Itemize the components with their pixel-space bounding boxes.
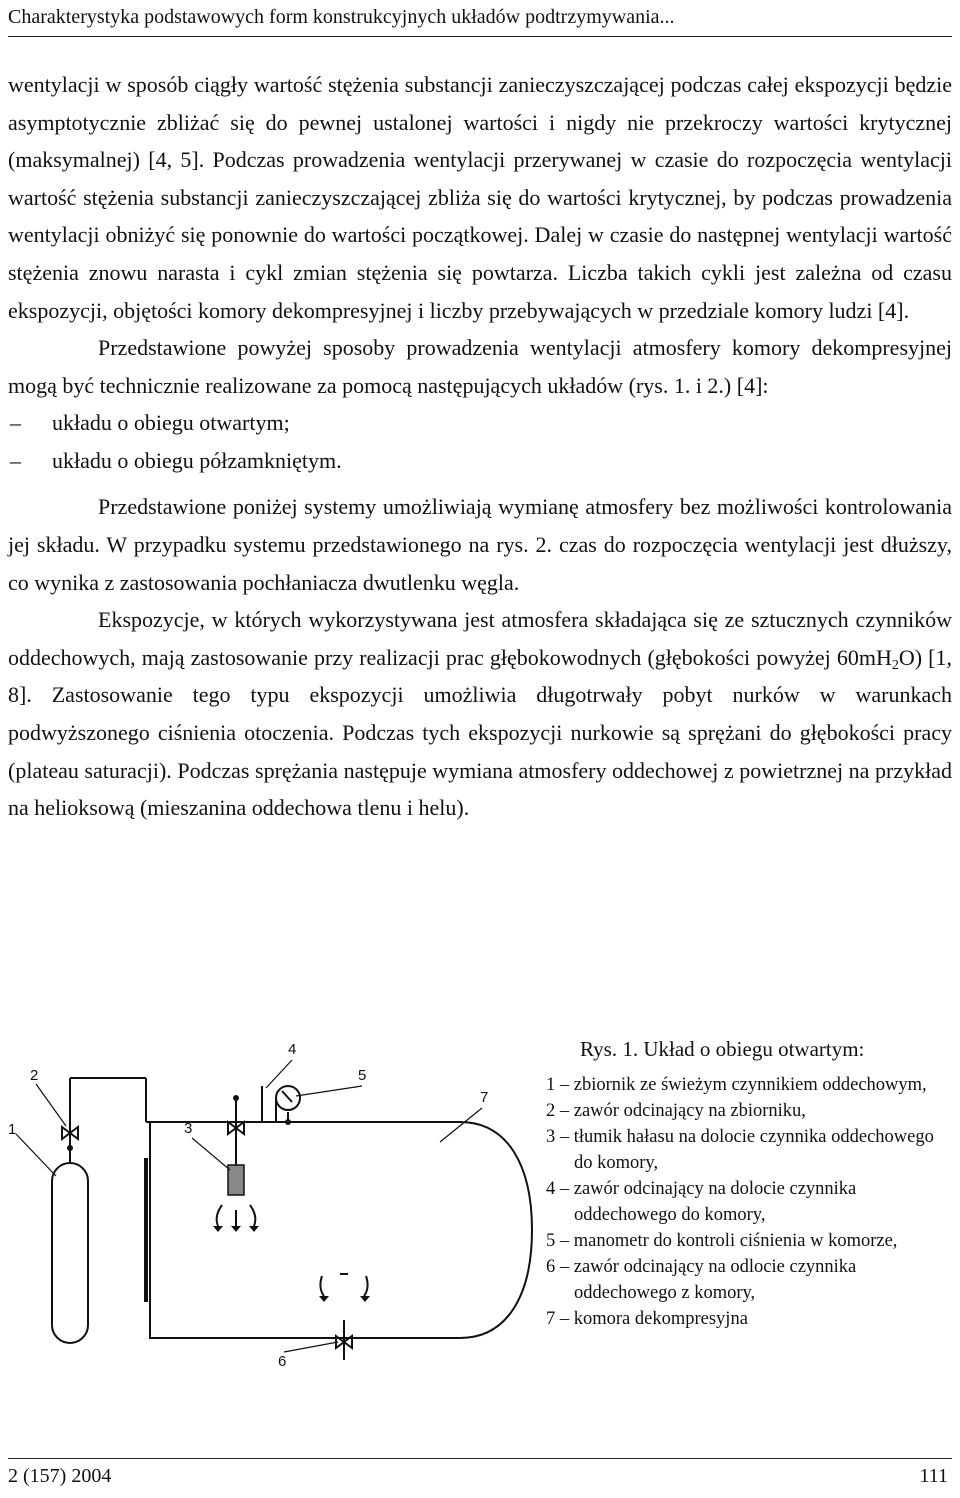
bullet-text: układu o obiegu półzamkniętym. [52, 448, 342, 474]
subscript-2: 2 [891, 657, 899, 673]
label-7: 7 [480, 1089, 489, 1106]
caption-title: Rys. 1. Układ o obiegu otwartym: [580, 1037, 865, 1061]
label-2: 2 [30, 1067, 39, 1084]
bullet-list [8, 404, 952, 480]
label-4: 4 [288, 1041, 297, 1058]
paragraph-4-part-2: O) [1, 8]. Zastosowanie tego typu ekspozycji umożliwia długotrwały pobyt nurków w warunkach podwyższonego ciśnienia otoczenia. Podczas tych ekspozycji nurkowie są sprężani do głębokości pracy (plateau saturacji). Podczas sprężania następuje wymiana atmosfery oddechowej z powietrznej na przykład na helioksową (mieszanina oddechowa tlenu i helu). [8, 644, 952, 821]
bullet-item [8, 442, 952, 480]
gas-cylinder [52, 1163, 88, 1343]
silencer [228, 1165, 244, 1195]
legend-item: 1 – zbiornik ze świeżym czynnikiem oddechowym, [546, 1075, 927, 1095]
running-title: Charakterystyka podstawowych form konstrukcyjnych układów podtrzymywania... [8, 6, 675, 28]
paragraph-4-part-1: Ekspozycje, w których wykorzystywana jest atmosfera składająca się ze sztucznych czynników oddechowych, mają zastosowanie przy realizacji prac głębokowodnych (głębokości powyżej 60mH [8, 607, 952, 670]
paragraph-3: Przedstawione poniżej systemy umożliwiają wymianę atmosfery bez możliwości kontrolowania jej składu. W przypadku systemu przedstawionego na rys. 2. czas do rozpoczęcia wentylacji jest dłuższy, co wynika z zastosowania pochłaniacza dwutlenku węgla. [8, 494, 952, 595]
label-5: 5 [358, 1067, 367, 1084]
legend-item: 7 – komora dekompresyjna [546, 1309, 748, 1329]
paragraph-4 [8, 601, 952, 827]
issue-number: 2 (157) 2004 [8, 1465, 112, 1487]
label-1: 1 [8, 1121, 17, 1138]
figure-legend [546, 1072, 952, 1332]
bullet-text: układu o obiegu otwartym; [52, 410, 290, 436]
legend-item: 3 – tłumik hałasu na dolocie czynnika oddechowego do komory, [546, 1127, 934, 1173]
chamber-body [150, 1122, 532, 1338]
paragraph-2: Przedstawione powyżej sposoby prowadzenia wentylacji atmosfery komory dekompresyjnej mogą być technicznie realizowane za pomocą następujących układów (rys. 1. i 2.) [4]: [8, 335, 952, 398]
legend-item: 4 – zawór odcinający na dolocie czynnika oddechowego do komory, [546, 1179, 857, 1225]
legend-item: 2 – zawór odcinający na zbiorniku, [546, 1101, 806, 1121]
article-body [8, 66, 952, 827]
paragraph-1: wentylacji w sposób ciągły wartość stężenia substancji zanieczyszczającej podczas całej ekspozycji będzie asymptotycznie zbliżać się do pewnej ustalonej wartości i nigdy nie przekroczy wartości krytycznej (maksymalnej) [4, 5]. Podczas prowadzenia wentylacji przerywanej w czasie do rozpoczęcia wentylacji wartość stężenia substancji zanieczyszczającej zbliża się do wartości krytycznej, by podczas prowadzenia wentylacji obniżyć się ponownie do wartości początkowej. Dalej w czasie do następnej wentylacji wartość stężenia znowu narasta i cykl zmian stężenia się powtarza. Liczba takich cykli jest zależna od czasu ekspozycji, objętości komory dekompresyjnej i liczby przebywających w przedziale komory ludzi [4]. [8, 72, 952, 323]
bullet-dash: – [10, 410, 21, 436]
label-3: 3 [184, 1120, 193, 1137]
open-circuit-diagram [0, 1030, 540, 1390]
bullet-dash: – [10, 448, 21, 474]
label-6: 6 [278, 1353, 287, 1370]
bullet-item [8, 404, 952, 442]
page-footer [8, 1458, 952, 1495]
figure-caption [546, 1036, 952, 1332]
legend-item: 6 – zawór odcinający na odlocie czynnika oddechowego z komory, [546, 1257, 857, 1303]
page-number: 111 [919, 1465, 948, 1487]
running-header [8, 2, 952, 37]
legend-item: 5 – manometr do kontroli ciśnienia w komorze, [546, 1231, 898, 1251]
